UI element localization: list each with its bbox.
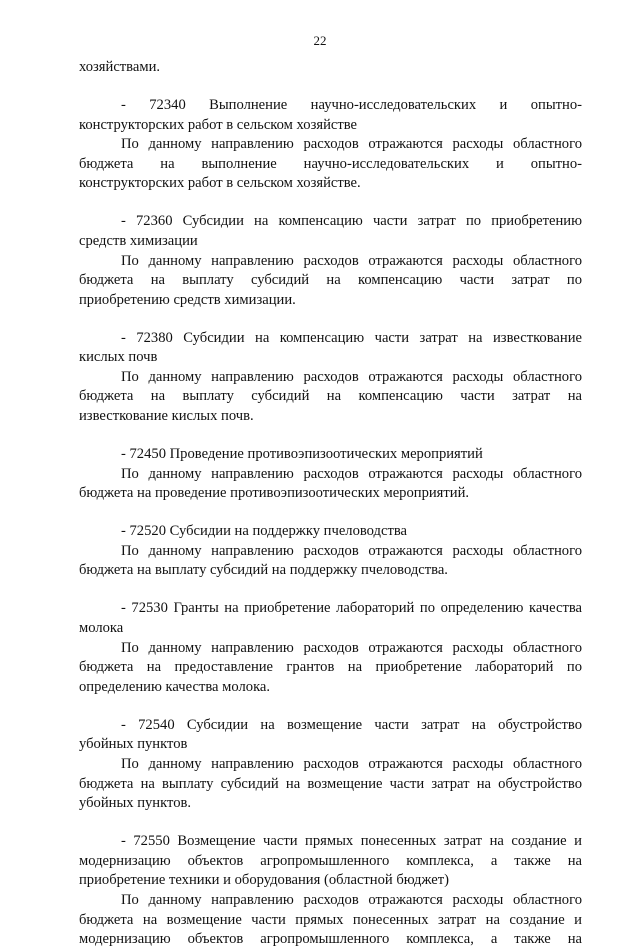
expense-direction-section [79,96,582,194]
section-gap [79,310,582,328]
section-heading [79,96,582,135]
body-line: известкование кислых почв. [79,408,254,425]
expense-direction-section [79,716,582,814]
body-line: бюджета на предоставление грантов на приобретение лабораторий по [79,659,582,676]
section-body [79,368,582,427]
heading-line: - 72360 Субсидии на компенсацию части затрат по приобретению [121,213,582,230]
heading-line: - 72340 Выполнение научно-исследовательских и опытно- [121,96,582,113]
section-body [79,755,582,814]
body-line: бюджета на выплату субсидий на компенсацию части затрат на [79,388,582,405]
body-line: По данному направлению расходов отражаются расходы областного [121,755,582,772]
section-heading [79,445,582,465]
heading-line: - 72520 Субсидии на поддержку пчеловодства [121,523,408,540]
section-gap [79,581,582,599]
section-heading [79,716,582,755]
body-line: конструкторских работ в сельском хозяйстве. [79,175,361,192]
section-body [79,542,582,581]
body-line: По данному направлению расходов отражаются расходы областного [121,542,582,559]
expense-direction-section [79,445,582,504]
heading-line: средств химизации [79,232,198,249]
text-line: хозяйствами. [79,59,161,75]
body-line: По данному направлению расходов отражаются расходы областного [121,639,582,656]
section-body [79,135,582,194]
section-body [79,891,582,950]
body-line: приобретению средств химизации. [79,291,296,308]
document-body [79,58,582,950]
expense-direction-section [79,599,582,697]
section-heading [79,599,582,638]
section-gap [79,427,582,445]
heading-line: - 72450 Проведение противоэпизоотических мероприятий [121,446,483,463]
body-line: бюджета на возмещение части прямых понесенных затрат на создание и [79,911,582,928]
body-line: убойных пунктов. [79,795,192,812]
heading-line: - 72550 Возмещение части прямых понесенных затрат на создание и [121,833,582,850]
heading-line: убойных пунктов [79,736,188,753]
section-gap [79,78,582,96]
body-line: бюджета на выплату субсидий на поддержку пчеловодства. [79,562,448,579]
intro-paragraph [79,58,582,78]
section-heading [79,522,582,542]
section-gap [79,504,582,522]
expense-direction-section [79,832,582,950]
section-body [79,465,582,504]
heading-line: кислых почв [79,349,158,366]
body-line: бюджета на выплату субсидий на возмещение части затрат на обустройство [79,775,582,792]
body-line: модернизацию объектов агропромышленного комплекса, а также на [79,931,582,948]
heading-line: приобретение техники и оборудования (областной бюджет) [79,872,449,889]
body-line: бюджета на выплату субсидий на компенсацию части затрат по [79,272,582,289]
body-line: бюджета на выполнение научно-исследовательских и опытно- [79,155,582,172]
body-line: По данному направлению расходов отражаются расходы областного [121,136,582,153]
section-heading [79,329,582,368]
section-body [79,252,582,311]
body-line: определению качества молока. [79,678,271,695]
expense-direction-section [79,212,582,310]
section-gap [79,697,582,715]
body-line: По данному направлению расходов отражаются расходы областного [121,891,582,908]
section-gap [79,194,582,212]
section-body [79,639,582,698]
section-heading [79,212,582,251]
heading-line: модернизацию объектов агропромышленного комплекса, а также на [79,852,582,869]
page-number: 22 [313,33,327,48]
body-line: бюджета на проведение противоэпизоотических мероприятий. [79,485,470,502]
heading-line: - 72540 Субсидии на возмещение части затрат на обустройство [121,716,582,733]
heading-line: - 72380 Субсидии на компенсацию части затрат на известкование [121,329,582,346]
heading-line: конструкторских работ в сельском хозяйстве [79,116,358,133]
heading-line: - 72530 Гранты на приобретение лабораторий по определению качества [121,600,582,617]
body-line: По данному направлению расходов отражаются расходы областного [121,465,582,482]
body-line: По данному направлению расходов отражаются расходы областного [121,368,582,385]
expense-direction-section [79,522,582,581]
section-gap [79,814,582,832]
heading-line: молока [79,620,124,636]
expense-direction-section [79,329,582,427]
body-line: По данному направлению расходов отражаются расходы областного [121,252,582,269]
section-heading [79,832,582,891]
